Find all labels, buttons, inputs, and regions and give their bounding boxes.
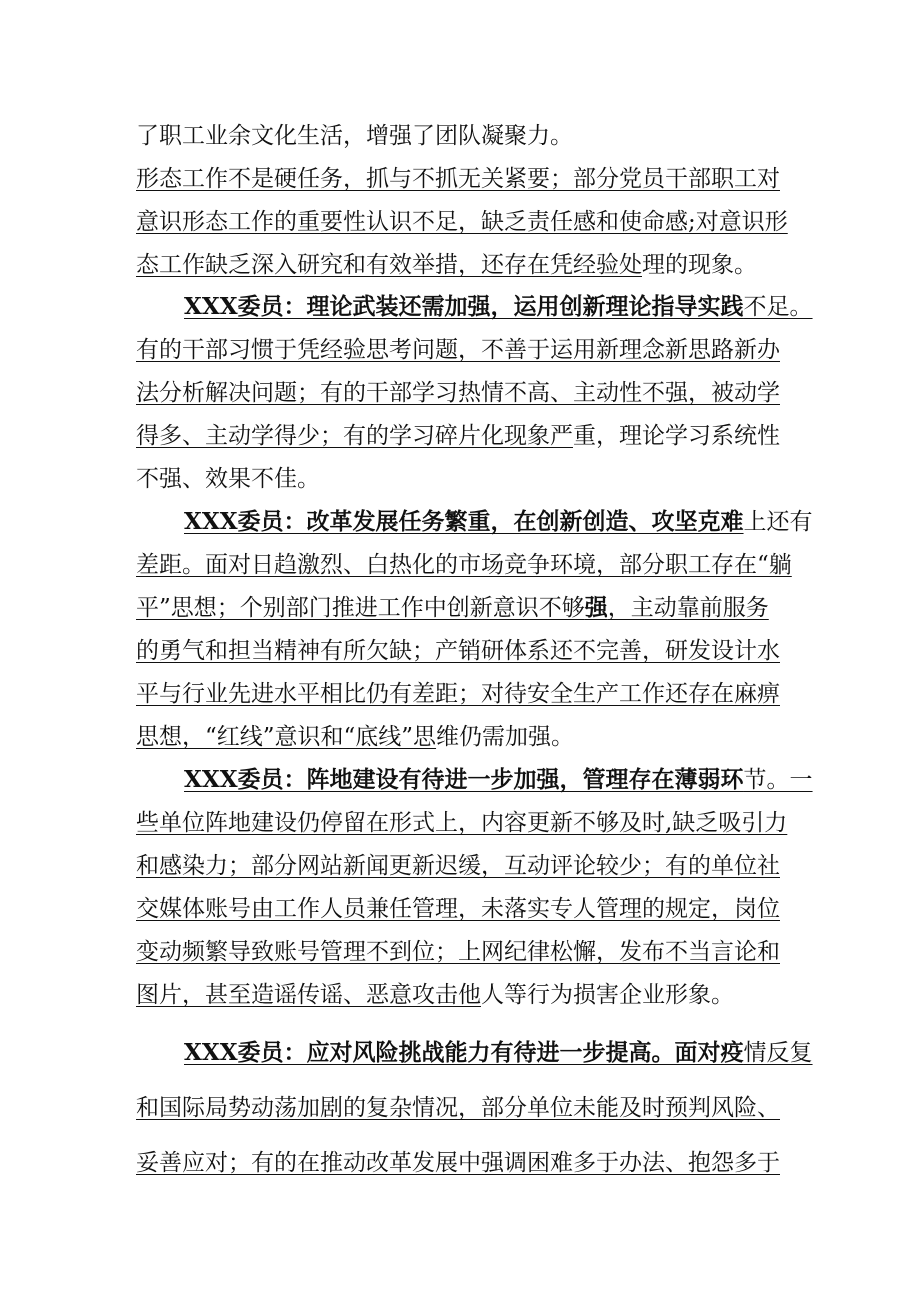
line-text: 不强、效果不佳。 [136,466,320,492]
line-text: 节。一 [743,767,813,793]
heading-line [184,765,813,795]
section-heading: XXX委员：阵地建设有待进一步加强，管理存在薄弱环 [184,766,744,793]
text-line [136,421,796,451]
text-line [136,894,796,924]
text-line [136,679,796,709]
text-line [136,722,796,752]
text-line [136,335,796,365]
line-text: 态工作缺乏深入研究和有效举措，还存在凭经验处 [136,252,642,278]
text-line [136,636,796,666]
line-text: 得多、主动学得少；有的学习碎片化现象严 [136,423,573,449]
heading-line [184,507,813,537]
section-heading: XXX委员：改革发展任务繁重，在创新创造、攻坚克难 [184,508,744,535]
text-line [136,980,796,1010]
line-text: 了职工业余文化生活，增强了团队凝聚力。 [136,123,573,149]
line-text: 情反复 [743,1040,813,1066]
line-text: 意识形态工作的重要性认识不足，缺乏责任感和使命感;对意识形 [136,209,788,235]
text-line [136,593,796,623]
line-text: 不足。 [743,294,813,320]
line-text: 形态工作不是硬任务，抓与不抓无关紧要；部分党员干部职工对 [136,166,780,192]
section-heading: XXX委员：理论武装还需加强，运用创新理论指导实践 [184,293,744,320]
line-text: 理的现象。 [642,252,757,278]
line-text: 的勇气和担当精神有所欠缺；产销研体系还不完善，研发设计水 [136,638,780,664]
text-line [136,250,796,280]
heading-line [184,292,813,322]
text-line [136,851,796,881]
text-line [136,1093,796,1123]
section-heading: XXX委员：应对风险挑战能力有待进一步提高。面对疫 [184,1039,744,1066]
line-text: 平”思想；个别部门推进工作中创新意识不够 [136,595,585,621]
line-text: 维仍需加强。 [436,724,575,750]
text-line [136,207,796,237]
line-text: 思想，“红线”意识和“底线”思 [136,724,437,750]
line-text: 有的干部习惯于凭经验思考问题，不善于运用新理念新思路新办 [136,337,780,363]
line-text: 人等行为损害企业形象。 [481,982,734,1008]
line-text: 重，理论学习系统性 [573,423,780,449]
line-text: 上还有 [743,509,813,535]
line-text: 交媒体账号由工作人员兼任管理，未落实专人管理的规定，岗位 [136,896,780,922]
line-text: 图片，甚至造谣传谣、恶意攻击他 [136,982,481,1008]
line-text: 平与行业先进水平相比仍有差距；对待安全生产工作还存在麻痹 [136,681,780,707]
line-text: 法分析解决问题；有的干部学习热情不高、主动性不强，被动学 [136,380,780,406]
line-text: 强 [584,594,608,621]
text-line [136,164,796,194]
line-text: ，主动靠前服务 [607,595,769,621]
text-line [136,464,796,494]
line-text: 些单位阵地建设仍停留在形式上，内容更新不够及时,缺乏吸引力 [136,810,788,836]
text-line [136,121,796,151]
line-text: 妥善应对；有的在推动改革发展中强调困难多于办法、抱怨多于 [136,1150,780,1176]
text-line [136,1148,796,1178]
heading-line [184,1038,813,1068]
line-text: 和国际局势动荡加剧的复杂情况，部分单位未能及时预判风险、 [136,1095,780,1121]
text-line [136,808,796,838]
text-line [136,937,796,967]
text-line [136,378,796,408]
text-line [136,550,796,580]
line-text: 变动频繁导致账号管理不到位；上网纪律松懈，发布不当言论和 [136,939,780,965]
line-text: 和感染力；部分网站新闻更新迟缓，互动评论较少；有的单位社 [136,853,780,879]
line-text: 差距。面对日趋激烈、白热化的市场竞争环境，部分职工存在“躺 [136,552,792,578]
